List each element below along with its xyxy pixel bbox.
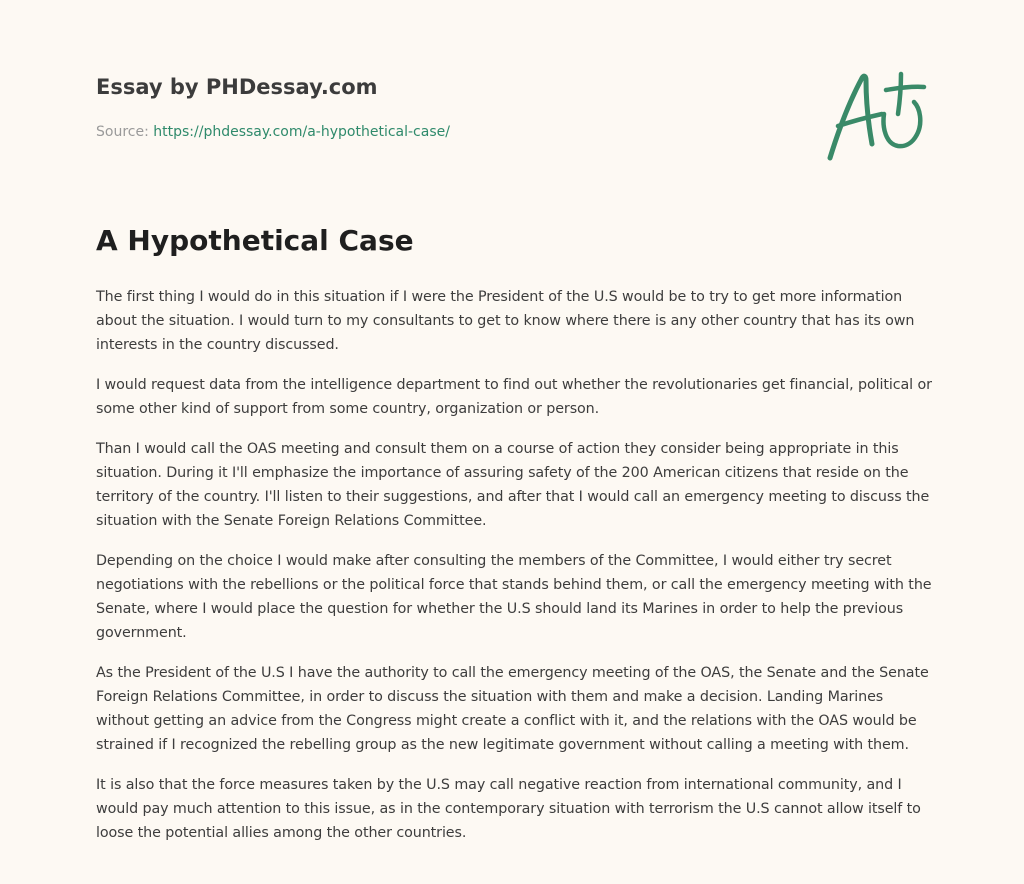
essay-paragraph: The first thing I would do in this situation if I were the President of the U.S would be to try to get more information about the situation. I would turn to my consultants to get to know where there is any other country that has its own interests in the country discussed. [96, 289, 915, 353]
source-label: Source: [96, 124, 154, 140]
essay-paragraph: I would request data from the intelligence department to find out whether the revolutionaries get financial, political or some other kind of support from some country, organization or person. [96, 377, 932, 417]
source-link[interactable]: https://phdessay.com/a-hypothetical-case/ [153, 124, 450, 140]
essay-paragraph: Than I would call the OAS meeting and consult them on a course of action they consider being appropriate in this situation. During it I'll emphasize the importance of assuring safety of the 200 American citizens that reside on the territory of the country. I'll listen to their suggestions, and after that I would call an emergency meeting to discuss the situation with the Senate Foreign Relations Committee. [96, 441, 930, 529]
site-title: Essay by PHDessay.com [96, 75, 378, 99]
source-line [96, 124, 450, 140]
essay-paragraph: It is also that the force measures taken by the U.S may call negative reaction from international community, and I would pay much attention to this issue, as in the contemporary situation with terrorism the U.S cannot allow itself to loose the potential allies among the other countries. [96, 777, 921, 841]
a-plus-grade-icon [824, 66, 928, 166]
essay-paragraph: As the President of the U.S I have the authority to call the emergency meeting of the OAS, the Senate and the Senate Foreign Relations Committee, in order to discuss the situation with them and make a decision. Landing Marines without getting an advice from the Congress might create a conflict with it, and the relations with the OAS would be strained if I recognized the rebelling group as the new legitimate government without calling a meeting with them. [96, 665, 929, 753]
essay-paragraph: Depending on the choice I would make after consulting the members of the Committee, I would either try secret negotiations with the rebellions or the political force that stands behind them, or call the emergency meeting with the Senate, where I would place the question for whether the U.S should land its Marines in order to help the previous government. [96, 553, 932, 641]
essay-title: A Hypothetical Case [96, 224, 414, 257]
essay-body [96, 285, 936, 861]
